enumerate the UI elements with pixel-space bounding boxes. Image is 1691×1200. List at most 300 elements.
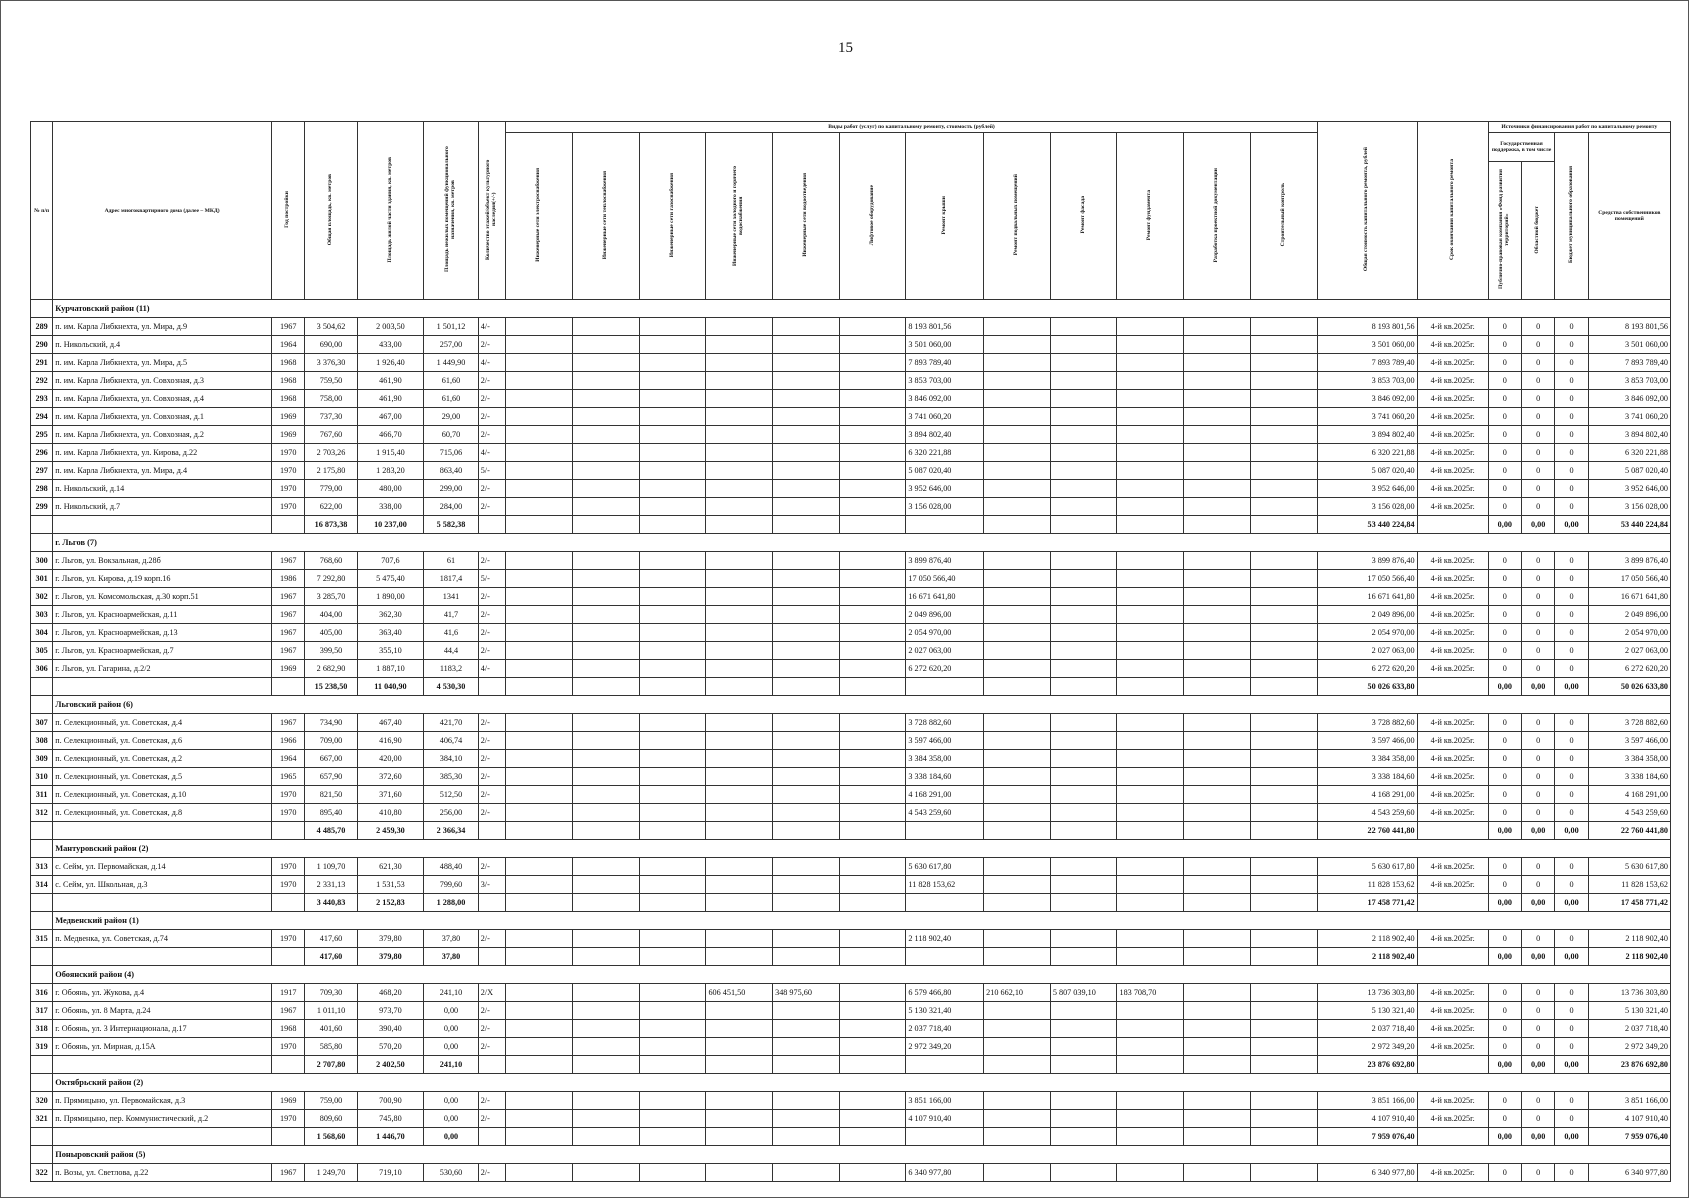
row-work-cost — [773, 768, 840, 786]
nonliving-area-sum: 4 530,30 — [424, 678, 478, 696]
row-deadline: 4-й кв.2025г. — [1417, 858, 1488, 876]
section-cell — [31, 300, 53, 318]
total-cell — [506, 822, 573, 840]
row-municipal: 0 — [1555, 570, 1588, 588]
row-number: 289 — [31, 318, 53, 336]
row-fund: 0 — [1488, 318, 1521, 336]
row-work-cost — [639, 462, 706, 480]
row-floors: 2/- — [478, 336, 506, 354]
row-total-area: 3 504,62 — [305, 318, 357, 336]
row-living-area: 1 915,40 — [357, 444, 424, 462]
row-fund: 0 — [1488, 552, 1521, 570]
row-number: 291 — [31, 354, 53, 372]
row-regional: 0 — [1522, 1164, 1555, 1182]
row-total-cost: 6 340 977,80 — [1317, 1164, 1417, 1182]
row-year: 1969 — [272, 408, 305, 426]
total-cell — [639, 948, 706, 966]
row-owners: 3 597 466,00 — [1588, 732, 1670, 750]
total-cell — [984, 822, 1051, 840]
row-total-area: 2 175,80 — [305, 462, 357, 480]
row-address: г. Льгов, ул. Кирова, д.19 корп.16 — [53, 570, 272, 588]
total-cell — [1250, 1128, 1317, 1146]
total-cell — [1250, 1056, 1317, 1074]
total-cost-sum: 23 876 692,80 — [1317, 1056, 1417, 1074]
row-work-cost — [1050, 480, 1117, 498]
row-deadline: 4-й кв.2025г. — [1417, 408, 1488, 426]
row-total-area: 895,40 — [305, 804, 357, 822]
row-municipal: 0 — [1555, 1020, 1588, 1038]
row-number: 316 — [31, 984, 53, 1002]
table-row — [31, 444, 1671, 462]
row-work-cost — [839, 876, 906, 894]
row-nonliving-area: 0,00 — [424, 1092, 478, 1110]
row-work-cost — [1250, 714, 1317, 732]
capital-repair-table — [30, 121, 1671, 1182]
header-work-5: Лифтовое оборудование — [839, 133, 906, 300]
row-work-cost — [1117, 714, 1184, 732]
row-work-cost — [1184, 318, 1251, 336]
row-regional: 0 — [1522, 498, 1555, 516]
row-nonliving-area: 0,00 — [424, 1002, 478, 1020]
row-owners: 3 741 060,20 — [1588, 408, 1670, 426]
row-regional: 0 — [1522, 1020, 1555, 1038]
row-work-cost — [1050, 624, 1117, 642]
row-deadline: 4-й кв.2025г. — [1417, 876, 1488, 894]
row-nonliving-area: 799,60 — [424, 876, 478, 894]
row-deadline: 4-й кв.2025г. — [1417, 444, 1488, 462]
row-work-cost — [984, 642, 1051, 660]
row-work-cost: 183 708,70 — [1117, 984, 1184, 1002]
row-work-cost — [706, 372, 773, 390]
total-cell — [706, 1056, 773, 1074]
fund-sum: 0,00 — [1488, 948, 1521, 966]
total-area-sum: 417,60 — [305, 948, 357, 966]
row-work-cost — [1050, 1110, 1117, 1128]
row-work-cost — [1050, 660, 1117, 678]
row-work-cost: 3 501 060,00 — [906, 336, 984, 354]
row-work-cost — [1250, 318, 1317, 336]
row-total-area: 401,60 — [305, 1020, 357, 1038]
row-work-cost: 2 972 349,20 — [906, 1038, 984, 1056]
row-work-cost — [1250, 876, 1317, 894]
row-municipal: 0 — [1555, 480, 1588, 498]
section-row — [31, 966, 1671, 984]
row-year: 1964 — [272, 750, 305, 768]
row-floors: 2/- — [478, 642, 506, 660]
row-work-cost — [706, 660, 773, 678]
row-total-area: 709,30 — [305, 984, 357, 1002]
row-work-cost — [984, 930, 1051, 948]
row-regional: 0 — [1522, 336, 1555, 354]
section-row — [31, 300, 1671, 318]
row-work-cost — [639, 750, 706, 768]
table-row — [31, 804, 1671, 822]
row-work-cost — [506, 372, 573, 390]
row-work-cost — [1184, 750, 1251, 768]
row-work-cost: 5 087 020,40 — [906, 462, 984, 480]
row-work-cost — [573, 1164, 640, 1182]
header-work-9: Ремонт фундамента — [1117, 133, 1184, 300]
row-floors: 4/- — [478, 318, 506, 336]
row-work-cost — [1184, 930, 1251, 948]
table-row — [31, 480, 1671, 498]
row-work-cost — [1250, 426, 1317, 444]
row-work-cost — [506, 732, 573, 750]
row-work-cost — [1250, 1164, 1317, 1182]
row-work-cost — [1250, 336, 1317, 354]
row-work-cost — [639, 390, 706, 408]
row-total-area: 2 703,26 — [305, 444, 357, 462]
row-living-area: 5 475,40 — [357, 570, 424, 588]
row-work-cost — [639, 498, 706, 516]
row-fund: 0 — [1488, 588, 1521, 606]
header-fund: Публично-правовая компания «Фонд развития территорий» — [1488, 162, 1521, 300]
row-work-cost — [839, 1110, 906, 1128]
total-cell — [1184, 678, 1251, 696]
total-cell — [906, 1128, 984, 1146]
row-regional: 0 — [1522, 804, 1555, 822]
row-work-cost — [1050, 318, 1117, 336]
row-living-area: 467,00 — [357, 408, 424, 426]
row-living-area: 1 531,53 — [357, 876, 424, 894]
row-work-cost — [506, 552, 573, 570]
row-number: 305 — [31, 642, 53, 660]
row-work-cost: 6 340 977,80 — [906, 1164, 984, 1182]
row-owners: 4 107 910,40 — [1588, 1110, 1670, 1128]
row-nonliving-area: 1 501,12 — [424, 318, 478, 336]
row-nonliving-area: 863,40 — [424, 462, 478, 480]
row-year: 1967 — [272, 642, 305, 660]
row-address: г. Обоянь, ул. 3 Интернационала, д.17 — [53, 1020, 272, 1038]
row-number: 295 — [31, 426, 53, 444]
total-cell — [573, 678, 640, 696]
row-living-area: 1 926,40 — [357, 354, 424, 372]
row-work-cost — [639, 588, 706, 606]
row-work-cost — [1050, 444, 1117, 462]
row-number: 322 — [31, 1164, 53, 1182]
table-row — [31, 1164, 1671, 1182]
total-cell — [639, 678, 706, 696]
header-year: Год постройки — [272, 122, 305, 300]
row-total-area: 767,60 — [305, 426, 357, 444]
header-municipal: Бюджет муниципального образования — [1555, 133, 1588, 300]
row-work-cost — [839, 750, 906, 768]
row-nonliving-area: 1 449,90 — [424, 354, 478, 372]
row-work-cost — [773, 480, 840, 498]
row-work-cost — [984, 786, 1051, 804]
row-year: 1967 — [272, 588, 305, 606]
row-year: 1966 — [272, 732, 305, 750]
row-work-cost — [984, 498, 1051, 516]
total-cell — [906, 678, 984, 696]
row-year: 1970 — [272, 1038, 305, 1056]
row-floors: 3/- — [478, 876, 506, 894]
header-state-support: Государственная поддержка, в том числе — [1488, 133, 1555, 162]
total-area-sum: 4 485,70 — [305, 822, 357, 840]
row-year: 1967 — [272, 552, 305, 570]
row-address: п. Возы, ул. Светлова, д.22 — [53, 1164, 272, 1182]
table-row — [31, 372, 1671, 390]
row-work-cost — [706, 354, 773, 372]
row-total-cost: 8 193 801,56 — [1317, 318, 1417, 336]
row-nonliving-area: 256,00 — [424, 804, 478, 822]
row-fund: 0 — [1488, 390, 1521, 408]
row-living-area: 570,20 — [357, 1038, 424, 1056]
row-work-cost — [984, 570, 1051, 588]
row-address: п. Селекционный, ул. Советская, д.4 — [53, 714, 272, 732]
row-work-cost — [639, 318, 706, 336]
row-deadline: 4-й кв.2025г. — [1417, 930, 1488, 948]
total-cell — [1417, 822, 1488, 840]
row-address: п. им. Карла Либкнехта, ул. Совхозная, д.1 — [53, 408, 272, 426]
row-work-cost — [1250, 372, 1317, 390]
row-work-cost — [984, 660, 1051, 678]
row-work-cost — [573, 426, 640, 444]
row-work-cost — [773, 750, 840, 768]
row-fund: 0 — [1488, 426, 1521, 444]
row-work-cost — [639, 732, 706, 750]
row-floors: 2/- — [478, 768, 506, 786]
total-cell — [1184, 1056, 1251, 1074]
row-work-cost — [639, 354, 706, 372]
row-work-cost — [1184, 498, 1251, 516]
row-total-cost: 4 107 910,40 — [1317, 1110, 1417, 1128]
total-cell — [839, 1056, 906, 1074]
row-work-cost — [1184, 588, 1251, 606]
row-number: 309 — [31, 750, 53, 768]
row-work-cost — [1184, 552, 1251, 570]
row-work-cost — [1184, 606, 1251, 624]
row-total-cost: 6 320 221,88 — [1317, 444, 1417, 462]
row-floors: 5/- — [478, 570, 506, 588]
row-work-cost — [839, 660, 906, 678]
total-cell — [272, 894, 305, 912]
row-address: г. Обоянь, ул. Жукова, д.4 — [53, 984, 272, 1002]
row-work-cost — [984, 750, 1051, 768]
row-number: 296 — [31, 444, 53, 462]
row-work-cost — [984, 804, 1051, 822]
section-row — [31, 912, 1671, 930]
header-sources-group: Источники финансирования работ по капитальному ремонту — [1488, 122, 1670, 133]
row-address: п. им. Карла Либкнехта, ул. Мира, д.4 — [53, 462, 272, 480]
nonliving-area-sum: 1 288,00 — [424, 894, 478, 912]
row-fund: 0 — [1488, 786, 1521, 804]
section-title: Курчатовский район (11) — [53, 300, 1671, 318]
row-total-cost: 3 894 802,40 — [1317, 426, 1417, 444]
row-number: 304 — [31, 624, 53, 642]
row-work-cost — [773, 606, 840, 624]
row-work-cost — [839, 1092, 906, 1110]
total-cell — [506, 948, 573, 966]
row-work-cost — [573, 390, 640, 408]
row-work-cost — [573, 1002, 640, 1020]
row-total-area: 709,00 — [305, 732, 357, 750]
row-work-cost — [506, 444, 573, 462]
row-living-area: 745,80 — [357, 1110, 424, 1128]
row-fund: 0 — [1488, 498, 1521, 516]
row-work-cost — [1117, 498, 1184, 516]
row-total-area: 779,00 — [305, 480, 357, 498]
regional-sum: 0,00 — [1522, 1128, 1555, 1146]
table-row — [31, 768, 1671, 786]
row-work-cost — [1117, 624, 1184, 642]
row-fund: 0 — [1488, 714, 1521, 732]
row-work-cost — [984, 624, 1051, 642]
row-work-cost — [773, 444, 840, 462]
row-municipal: 0 — [1555, 714, 1588, 732]
row-number: 299 — [31, 498, 53, 516]
total-cell — [272, 948, 305, 966]
row-nonliving-area: 385,30 — [424, 768, 478, 786]
owners-sum: 50 026 633,80 — [1588, 678, 1670, 696]
row-total-cost: 16 671 641,80 — [1317, 588, 1417, 606]
row-work-cost — [1050, 408, 1117, 426]
row-owners: 3 851 166,00 — [1588, 1092, 1670, 1110]
row-total-area: 1 109,70 — [305, 858, 357, 876]
row-work-cost — [839, 318, 906, 336]
row-work-cost — [984, 714, 1051, 732]
total-cell — [573, 1056, 640, 1074]
row-work-cost — [1117, 444, 1184, 462]
row-year: 1970 — [272, 786, 305, 804]
row-fund: 0 — [1488, 732, 1521, 750]
row-work-cost — [506, 1002, 573, 1020]
total-cell — [272, 1128, 305, 1146]
municipal-sum: 0,00 — [1555, 678, 1588, 696]
row-work-cost — [773, 1002, 840, 1020]
row-municipal: 0 — [1555, 660, 1588, 678]
row-owners: 3 899 876,40 — [1588, 552, 1670, 570]
row-work-cost — [506, 984, 573, 1002]
row-address: г. Льгов, ул. Вокзальная, д.28б — [53, 552, 272, 570]
total-cell — [478, 1128, 506, 1146]
header-work-0: Инженерные сети электроснабжения — [506, 133, 573, 300]
row-work-cost — [706, 1002, 773, 1020]
row-fund: 0 — [1488, 750, 1521, 768]
total-cell — [639, 822, 706, 840]
row-municipal: 0 — [1555, 372, 1588, 390]
row-work-cost: 348 975,60 — [773, 984, 840, 1002]
total-cell — [1050, 1128, 1117, 1146]
row-work-cost — [1117, 462, 1184, 480]
fund-sum: 0,00 — [1488, 516, 1521, 534]
row-municipal: 0 — [1555, 858, 1588, 876]
living-area-sum: 2 459,30 — [357, 822, 424, 840]
section-cell — [31, 1074, 53, 1092]
row-fund: 0 — [1488, 354, 1521, 372]
row-work-cost — [506, 750, 573, 768]
total-cell — [1117, 516, 1184, 534]
total-cell — [906, 1056, 984, 1074]
row-fund: 0 — [1488, 408, 1521, 426]
row-fund: 0 — [1488, 858, 1521, 876]
row-floors: 4/- — [478, 444, 506, 462]
row-work-cost — [773, 1038, 840, 1056]
row-floors: 2/- — [478, 1164, 506, 1182]
row-work-cost — [573, 462, 640, 480]
row-municipal: 0 — [1555, 768, 1588, 786]
row-number: 290 — [31, 336, 53, 354]
row-living-area: 362,30 — [357, 606, 424, 624]
row-work-cost — [1050, 714, 1117, 732]
row-work-cost — [573, 930, 640, 948]
municipal-sum: 0,00 — [1555, 894, 1588, 912]
row-total-cost: 17 050 566,40 — [1317, 570, 1417, 588]
row-regional: 0 — [1522, 858, 1555, 876]
row-deadline: 4-й кв.2025г. — [1417, 732, 1488, 750]
row-work-cost — [839, 426, 906, 444]
fund-sum: 0,00 — [1488, 678, 1521, 696]
row-owners: 4 168 291,00 — [1588, 786, 1670, 804]
table-row — [31, 642, 1671, 660]
row-municipal: 0 — [1555, 984, 1588, 1002]
row-floors: 2/- — [478, 732, 506, 750]
row-floors: 2/- — [478, 552, 506, 570]
row-work-cost — [1184, 660, 1251, 678]
living-area-sum: 2 152,83 — [357, 894, 424, 912]
row-address: п. им. Карла Либкнехта, ул. Совхозная, д.4 — [53, 390, 272, 408]
row-deadline: 4-й кв.2025г. — [1417, 372, 1488, 390]
row-work-cost — [1050, 570, 1117, 588]
row-work-cost — [1184, 624, 1251, 642]
section-cell — [31, 966, 53, 984]
row-work-cost — [1250, 480, 1317, 498]
living-area-sum: 379,80 — [357, 948, 424, 966]
header-works-group: Виды работ (услуг) по капитальному ремонту, стоимость (рублей) — [506, 122, 1317, 133]
row-work-cost: 3 338 184,60 — [906, 768, 984, 786]
row-regional: 0 — [1522, 444, 1555, 462]
row-work-cost — [984, 732, 1051, 750]
row-work-cost — [639, 1110, 706, 1128]
row-work-cost: 16 671 641,80 — [906, 588, 984, 606]
total-cell — [1050, 948, 1117, 966]
total-cell — [984, 894, 1051, 912]
section-title: Поныровский район (5) — [53, 1146, 1671, 1164]
total-cell — [1117, 1128, 1184, 1146]
row-number: 297 — [31, 462, 53, 480]
row-work-cost — [706, 804, 773, 822]
row-owners: 6 272 620,20 — [1588, 660, 1670, 678]
total-cell — [31, 678, 53, 696]
row-work-cost — [1250, 1002, 1317, 1020]
owners-sum: 2 118 902,40 — [1588, 948, 1670, 966]
total-cell — [53, 678, 272, 696]
row-address: г. Льгов, ул. Гагарина, д.2/2 — [53, 660, 272, 678]
nonliving-area-sum: 0,00 — [424, 1128, 478, 1146]
row-living-area: 371,60 — [357, 786, 424, 804]
row-work-cost — [706, 480, 773, 498]
row-work-cost — [1050, 804, 1117, 822]
row-deadline: 4-й кв.2025г. — [1417, 804, 1488, 822]
row-address: г. Льгов, ул. Красноармейская, д.13 — [53, 624, 272, 642]
row-work-cost — [1184, 786, 1251, 804]
row-work-cost — [984, 552, 1051, 570]
row-work-cost — [773, 624, 840, 642]
total-cell — [1417, 1056, 1488, 1074]
row-work-cost — [984, 318, 1051, 336]
row-floors: 2/- — [478, 930, 506, 948]
row-deadline: 4-й кв.2025г. — [1417, 588, 1488, 606]
row-work-cost — [639, 714, 706, 732]
row-work-cost — [1184, 1092, 1251, 1110]
row-work-cost: 2 027 063,00 — [906, 642, 984, 660]
row-work-cost — [573, 732, 640, 750]
row-work-cost — [506, 624, 573, 642]
row-nonliving-area: 257,00 — [424, 336, 478, 354]
row-work-cost — [639, 642, 706, 660]
total-cell — [706, 1128, 773, 1146]
row-floors: 2/- — [478, 624, 506, 642]
